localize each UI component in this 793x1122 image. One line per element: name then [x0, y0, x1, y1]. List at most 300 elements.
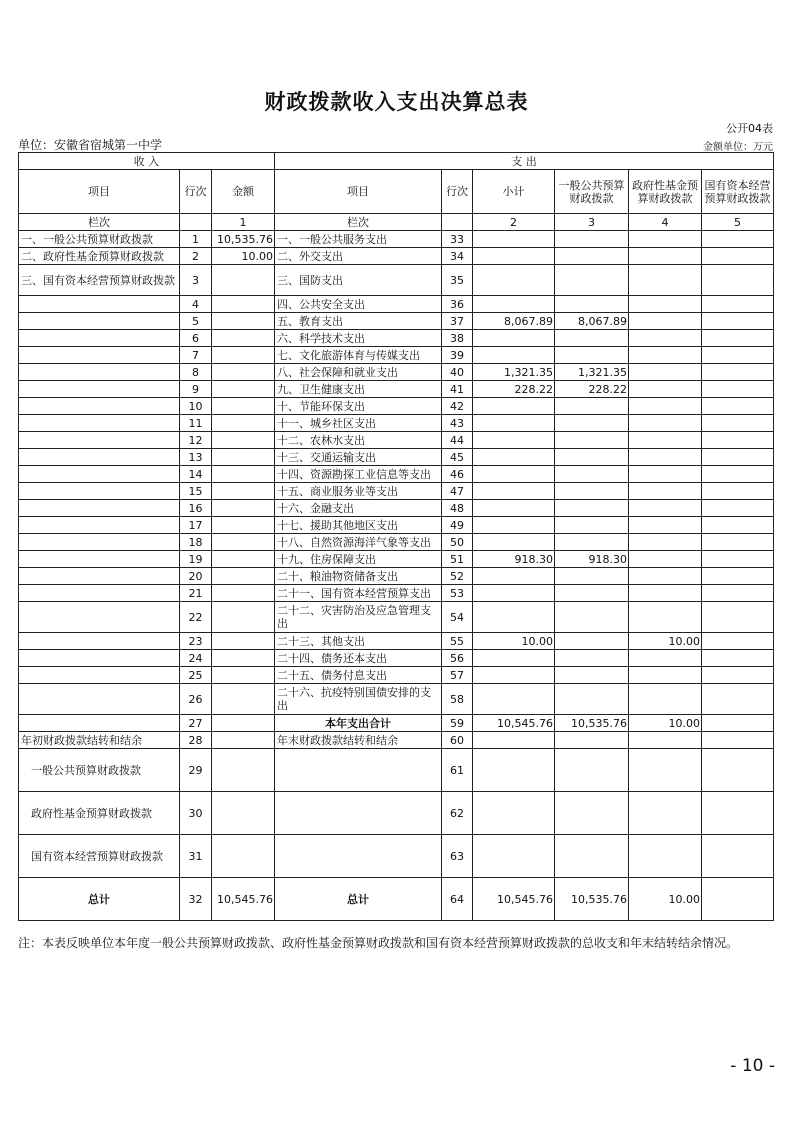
expense-item-cell: 六、科学技术支出	[275, 330, 442, 347]
income-line-cell: 14	[180, 466, 212, 483]
page-number: - 10 -	[730, 1056, 775, 1076]
income-item-cell	[19, 381, 180, 398]
subtotal-cell	[473, 749, 555, 792]
fund-budget-cell	[629, 248, 702, 265]
income-amount-cell	[212, 602, 275, 633]
income-amount-cell	[212, 330, 275, 347]
fund-budget-cell	[629, 381, 702, 398]
fund-budget-cell	[629, 364, 702, 381]
expense-line-cell: 36	[442, 296, 473, 313]
income-item-cell	[19, 432, 180, 449]
income-item-cell: 国有资本经营预算财政拨款	[19, 835, 180, 878]
subtotal-cell	[473, 732, 555, 749]
colrow-label-left: 栏次	[19, 214, 180, 231]
expense-item-cell: 十七、援助其他地区支出	[275, 517, 442, 534]
expense-line-cell: 41	[442, 381, 473, 398]
general-budget-cell	[555, 398, 629, 415]
table-row	[19, 398, 774, 415]
table-row	[19, 534, 774, 551]
income-amount-cell	[212, 534, 275, 551]
subtotal-cell	[473, 347, 555, 364]
general-budget-cell	[555, 449, 629, 466]
income-amount-cell: 10,545.76	[212, 878, 275, 921]
subtotal-cell: 10,545.76	[473, 715, 555, 732]
fund-budget-cell	[629, 602, 702, 633]
fund-budget-cell: 10.00	[629, 633, 702, 650]
income-line-cell: 18	[180, 534, 212, 551]
state-capital-cell	[702, 466, 774, 483]
subtotal-cell	[473, 248, 555, 265]
subtotal-cell	[473, 650, 555, 667]
income-amount-cell	[212, 684, 275, 715]
expense-item-cell: 年末财政拨款结转和结余	[275, 732, 442, 749]
table-row	[19, 248, 774, 265]
expense-item-cell: 二十、粮油物资储备支出	[275, 568, 442, 585]
income-line-cell: 1	[180, 231, 212, 248]
income-item-cell	[19, 684, 180, 715]
colrow-label-right: 栏次	[275, 214, 442, 231]
income-amount-cell: 10.00	[212, 248, 275, 265]
fund-budget-cell	[629, 835, 702, 878]
money-unit: 金额单位：万元	[703, 142, 773, 153]
expense-line-cell: 60	[442, 732, 473, 749]
income-amount-cell	[212, 313, 275, 330]
income-amount-cell	[212, 265, 275, 296]
expense-line-cell: 50	[442, 534, 473, 551]
expense-item-cell: 二十五、债务付息支出	[275, 667, 442, 684]
expense-item-cell: 十五、商业服务业等支出	[275, 483, 442, 500]
unit-name: 单位：安徽省宿城第一中学	[18, 138, 163, 152]
income-item-cell: 一般公共预算财政拨款	[19, 749, 180, 792]
income-amount-cell	[212, 715, 275, 732]
expense-item-cell: 二十三、其他支出	[275, 633, 442, 650]
expense-item-cell: 二十六、抗疫特别国债安排的支出	[275, 684, 442, 715]
table-row	[19, 296, 774, 313]
subtotal-cell	[473, 568, 555, 585]
income-item-cell	[19, 602, 180, 633]
income-amount-cell	[212, 551, 275, 568]
income-line-cell: 2	[180, 248, 212, 265]
subtotal-cell	[473, 792, 555, 835]
income-amount-cell	[212, 792, 275, 835]
expense-line-cell: 39	[442, 347, 473, 364]
header-state-capital: 国有资本经营预算财政拨款	[702, 170, 774, 214]
income-line-cell: 25	[180, 667, 212, 684]
income-item-cell	[19, 364, 180, 381]
fund-budget-cell	[629, 466, 702, 483]
income-item-cell: 三、国有资本经营预算财政拨款	[19, 265, 180, 296]
table-row	[19, 265, 774, 296]
income-item-cell	[19, 715, 180, 732]
expense-line-cell: 35	[442, 265, 473, 296]
state-capital-cell	[702, 265, 774, 296]
general-budget-cell: 918.30	[555, 551, 629, 568]
state-capital-cell	[702, 715, 774, 732]
general-budget-cell	[555, 749, 629, 792]
fund-budget-cell	[629, 585, 702, 602]
expense-item-cell: 十一、城乡社区支出	[275, 415, 442, 432]
income-line-cell: 3	[180, 265, 212, 296]
expense-item-cell	[275, 792, 442, 835]
income-item-cell: 一、一般公共预算财政拨款	[19, 231, 180, 248]
income-amount-cell	[212, 364, 275, 381]
page-title: 财政拨款收入支出决算总表	[264, 90, 529, 114]
fund-budget-cell	[629, 398, 702, 415]
income-item-cell: 二、政府性基金预算财政拨款	[19, 248, 180, 265]
table-row	[19, 633, 774, 650]
general-budget-cell	[555, 466, 629, 483]
expense-line-cell: 48	[442, 500, 473, 517]
income-amount-cell	[212, 650, 275, 667]
expense-line-cell: 63	[442, 835, 473, 878]
subtotal-cell: 918.30	[473, 551, 555, 568]
income-line-cell: 22	[180, 602, 212, 633]
income-amount-cell	[212, 466, 275, 483]
income-amount-cell: 10,535.76	[212, 231, 275, 248]
income-line-cell: 21	[180, 585, 212, 602]
expense-item-cell: 十六、金融支出	[275, 500, 442, 517]
state-capital-cell	[702, 500, 774, 517]
income-amount-cell	[212, 585, 275, 602]
expense-item-cell: 四、公共安全支出	[275, 296, 442, 313]
income-item-cell	[19, 551, 180, 568]
header-income-line: 行次	[180, 170, 212, 214]
table-row	[19, 449, 774, 466]
state-capital-cell	[702, 749, 774, 792]
expense-item-cell: 二十一、国有资本经营预算支出	[275, 585, 442, 602]
expense-item-cell: 二十四、债务还本支出	[275, 650, 442, 667]
state-capital-cell	[702, 667, 774, 684]
colrow-2: 2	[473, 214, 555, 231]
expense-line-cell: 58	[442, 684, 473, 715]
income-item-cell	[19, 330, 180, 347]
income-item-cell	[19, 500, 180, 517]
general-budget-cell	[555, 415, 629, 432]
income-line-cell: 24	[180, 650, 212, 667]
income-line-cell: 9	[180, 381, 212, 398]
income-line-cell: 27	[180, 715, 212, 732]
fund-budget-cell	[629, 517, 702, 534]
fund-budget-cell: 10.00	[629, 878, 702, 921]
header-amount: 金额	[212, 170, 275, 214]
income-item-cell	[19, 449, 180, 466]
state-capital-cell	[702, 650, 774, 667]
expense-line-cell: 38	[442, 330, 473, 347]
income-line-cell: 31	[180, 835, 212, 878]
income-line-cell: 17	[180, 517, 212, 534]
income-amount-cell	[212, 835, 275, 878]
subtotal-cell	[473, 534, 555, 551]
subtotal-cell	[473, 415, 555, 432]
income-item-cell: 年初财政拨款结转和结余	[19, 732, 180, 749]
fund-budget-cell	[629, 650, 702, 667]
general-budget-cell: 10,535.76	[555, 878, 629, 921]
income-item-cell	[19, 483, 180, 500]
income-item-cell: 政府性基金预算财政拨款	[19, 792, 180, 835]
table-row	[19, 330, 774, 347]
income-amount-cell	[212, 296, 275, 313]
table-row	[19, 602, 774, 633]
subtotal-cell	[473, 585, 555, 602]
general-budget-cell	[555, 568, 629, 585]
expense-line-cell: 57	[442, 667, 473, 684]
table-row	[19, 551, 774, 568]
table-row	[19, 684, 774, 715]
expense-item-cell	[275, 835, 442, 878]
fund-budget-cell	[629, 792, 702, 835]
state-capital-cell	[702, 415, 774, 432]
header-fund-budget: 政府性基金预算财政拨款	[629, 170, 702, 214]
fund-budget-cell	[629, 684, 702, 715]
income-item-cell	[19, 517, 180, 534]
income-item-cell	[19, 534, 180, 551]
income-line-cell: 8	[180, 364, 212, 381]
header-expense-item: 项目	[275, 170, 442, 214]
expense-line-cell: 34	[442, 248, 473, 265]
income-item-cell	[19, 296, 180, 313]
state-capital-cell	[702, 732, 774, 749]
income-item-cell	[19, 633, 180, 650]
state-capital-cell	[702, 398, 774, 415]
colrow-3: 3	[555, 214, 629, 231]
income-amount-cell	[212, 347, 275, 364]
subtotal-cell	[473, 432, 555, 449]
expense-line-cell: 55	[442, 633, 473, 650]
fund-budget-cell	[629, 483, 702, 500]
income-line-cell: 23	[180, 633, 212, 650]
table-row	[19, 415, 774, 432]
income-amount-cell	[212, 381, 275, 398]
expense-item-cell: 十、节能环保支出	[275, 398, 442, 415]
income-line-cell: 26	[180, 684, 212, 715]
general-budget-cell	[555, 265, 629, 296]
general-budget-cell	[555, 483, 629, 500]
state-capital-cell	[702, 684, 774, 715]
general-budget-cell: 10,535.76	[555, 715, 629, 732]
expense-item-cell: 一、一般公共服务支出	[275, 231, 442, 248]
income-amount-cell	[212, 415, 275, 432]
general-budget-cell	[555, 792, 629, 835]
expense-line-cell: 37	[442, 313, 473, 330]
income-item-cell	[19, 313, 180, 330]
fund-budget-cell	[629, 330, 702, 347]
fund-budget-cell	[629, 732, 702, 749]
subtotal-cell: 228.22	[473, 381, 555, 398]
expense-line-cell: 46	[442, 466, 473, 483]
fund-budget-cell: 10.00	[629, 715, 702, 732]
state-capital-cell	[702, 248, 774, 265]
fund-budget-cell	[629, 551, 702, 568]
subtotal-cell: 10.00	[473, 633, 555, 650]
table-row	[19, 517, 774, 534]
general-budget-cell	[555, 432, 629, 449]
income-amount-cell	[212, 483, 275, 500]
state-capital-cell	[702, 231, 774, 248]
table-row	[19, 381, 774, 398]
general-budget-cell	[555, 534, 629, 551]
state-capital-cell	[702, 551, 774, 568]
colrow-4: 4	[629, 214, 702, 231]
subtotal-cell: 8,067.89	[473, 313, 555, 330]
subtotal-cell	[473, 667, 555, 684]
state-capital-cell	[702, 313, 774, 330]
expense-line-cell: 62	[442, 792, 473, 835]
table-row	[19, 466, 774, 483]
expense-item-cell: 十三、交通运输支出	[275, 449, 442, 466]
colrow-5: 5	[702, 214, 774, 231]
fund-budget-cell	[629, 231, 702, 248]
income-amount-cell	[212, 633, 275, 650]
income-amount-cell	[212, 517, 275, 534]
expense-line-cell: 51	[442, 551, 473, 568]
state-capital-cell	[702, 602, 774, 633]
subtotal-cell	[473, 500, 555, 517]
expense-item-cell: 十二、农林水支出	[275, 432, 442, 449]
expense-line-cell: 64	[442, 878, 473, 921]
income-line-cell: 10	[180, 398, 212, 415]
table-row	[19, 483, 774, 500]
fund-budget-cell	[629, 749, 702, 792]
table-row	[19, 792, 774, 835]
expense-line-cell: 47	[442, 483, 473, 500]
table-row	[19, 749, 774, 792]
subtotal-cell	[473, 684, 555, 715]
general-budget-cell: 1,321.35	[555, 364, 629, 381]
state-capital-cell	[702, 296, 774, 313]
state-capital-cell	[702, 449, 774, 466]
table-row	[19, 432, 774, 449]
expense-item-cell: 本年支出合计	[275, 715, 442, 732]
expense-line-cell: 52	[442, 568, 473, 585]
income-item-cell	[19, 650, 180, 667]
income-amount-cell	[212, 432, 275, 449]
subtotal-cell	[473, 265, 555, 296]
subtotal-cell: 10,545.76	[473, 878, 555, 921]
income-line-cell: 32	[180, 878, 212, 921]
table-row	[19, 650, 774, 667]
fund-budget-cell	[629, 265, 702, 296]
table-row	[19, 835, 774, 878]
income-amount-cell	[212, 749, 275, 792]
income-line-cell: 6	[180, 330, 212, 347]
subtotal-cell	[473, 517, 555, 534]
subtotal-cell	[473, 483, 555, 500]
footnote: 注：本表反映单位本年度一般公共预算财政拨款、政府性基金预算财政拨款和国有资本经营预算财政拨款的总收支和年末结转结余情况。	[18, 936, 739, 950]
income-line-cell: 5	[180, 313, 212, 330]
income-item-cell: 总计	[19, 878, 180, 921]
fund-budget-cell	[629, 415, 702, 432]
state-capital-cell	[702, 364, 774, 381]
subtotal-cell	[473, 602, 555, 633]
income-amount-cell	[212, 398, 275, 415]
state-capital-cell	[702, 517, 774, 534]
subtotal-cell	[473, 330, 555, 347]
expense-item-cell: 十八、自然资源海洋气象等支出	[275, 534, 442, 551]
income-line-cell: 11	[180, 415, 212, 432]
state-capital-cell	[702, 483, 774, 500]
table-row	[19, 667, 774, 684]
expense-line-cell: 49	[442, 517, 473, 534]
fund-budget-cell	[629, 568, 702, 585]
general-budget-cell	[555, 330, 629, 347]
income-line-cell: 28	[180, 732, 212, 749]
expense-line-cell: 59	[442, 715, 473, 732]
expense-item-cell: 九、卫生健康支出	[275, 381, 442, 398]
header-income-item: 项目	[19, 170, 180, 214]
expense-item-cell: 七、文化旅游体育与传媒支出	[275, 347, 442, 364]
expense-item-cell: 三、国防支出	[275, 265, 442, 296]
fund-budget-cell	[629, 449, 702, 466]
income-amount-cell	[212, 667, 275, 684]
income-item-cell	[19, 585, 180, 602]
expense-line-cell: 56	[442, 650, 473, 667]
state-capital-cell	[702, 792, 774, 835]
state-capital-cell	[702, 381, 774, 398]
general-budget-cell	[555, 650, 629, 667]
expense-line-cell: 61	[442, 749, 473, 792]
expense-item-cell: 十四、资源勘探工业信息等支出	[275, 466, 442, 483]
general-budget-cell	[555, 835, 629, 878]
general-budget-cell	[555, 667, 629, 684]
expense-item-cell	[275, 749, 442, 792]
income-line-cell: 20	[180, 568, 212, 585]
expense-item-cell: 二、外交支出	[275, 248, 442, 265]
subtotal-cell	[473, 835, 555, 878]
fund-budget-cell	[629, 313, 702, 330]
table-row	[19, 231, 774, 248]
expense-line-cell: 33	[442, 231, 473, 248]
expense-item-cell: 总计	[275, 878, 442, 921]
expense-item-cell: 二十二、灾害防治及应急管理支出	[275, 602, 442, 633]
expense-line-cell: 44	[442, 432, 473, 449]
expense-line-cell: 43	[442, 415, 473, 432]
header-expense-line: 行次	[442, 170, 473, 214]
state-capital-cell	[702, 633, 774, 650]
expense-line-cell: 54	[442, 602, 473, 633]
expense-line-cell: 45	[442, 449, 473, 466]
state-capital-cell	[702, 432, 774, 449]
table-row	[19, 313, 774, 330]
table-row	[19, 715, 774, 732]
income-item-cell	[19, 568, 180, 585]
expense-line-cell: 40	[442, 364, 473, 381]
income-amount-cell	[212, 500, 275, 517]
general-budget-cell: 228.22	[555, 381, 629, 398]
income-line-cell: 4	[180, 296, 212, 313]
form-number: 公开04表	[726, 122, 773, 135]
state-capital-cell	[702, 835, 774, 878]
state-capital-cell	[702, 347, 774, 364]
expense-item-cell: 五、教育支出	[275, 313, 442, 330]
colrow-empty	[442, 214, 473, 231]
subtotal-cell	[473, 398, 555, 415]
fund-budget-cell	[629, 347, 702, 364]
general-budget-cell	[555, 684, 629, 715]
income-line-cell: 15	[180, 483, 212, 500]
state-capital-cell	[702, 568, 774, 585]
income-line-cell: 16	[180, 500, 212, 517]
fund-budget-cell	[629, 534, 702, 551]
header-subtotal: 小计	[473, 170, 555, 214]
state-capital-cell	[702, 878, 774, 921]
fund-budget-cell	[629, 296, 702, 313]
income-item-cell	[19, 667, 180, 684]
colrow-1: 1	[212, 214, 275, 231]
colrow-empty	[180, 214, 212, 231]
income-line-cell: 12	[180, 432, 212, 449]
table-row	[19, 364, 774, 381]
income-item-cell	[19, 466, 180, 483]
